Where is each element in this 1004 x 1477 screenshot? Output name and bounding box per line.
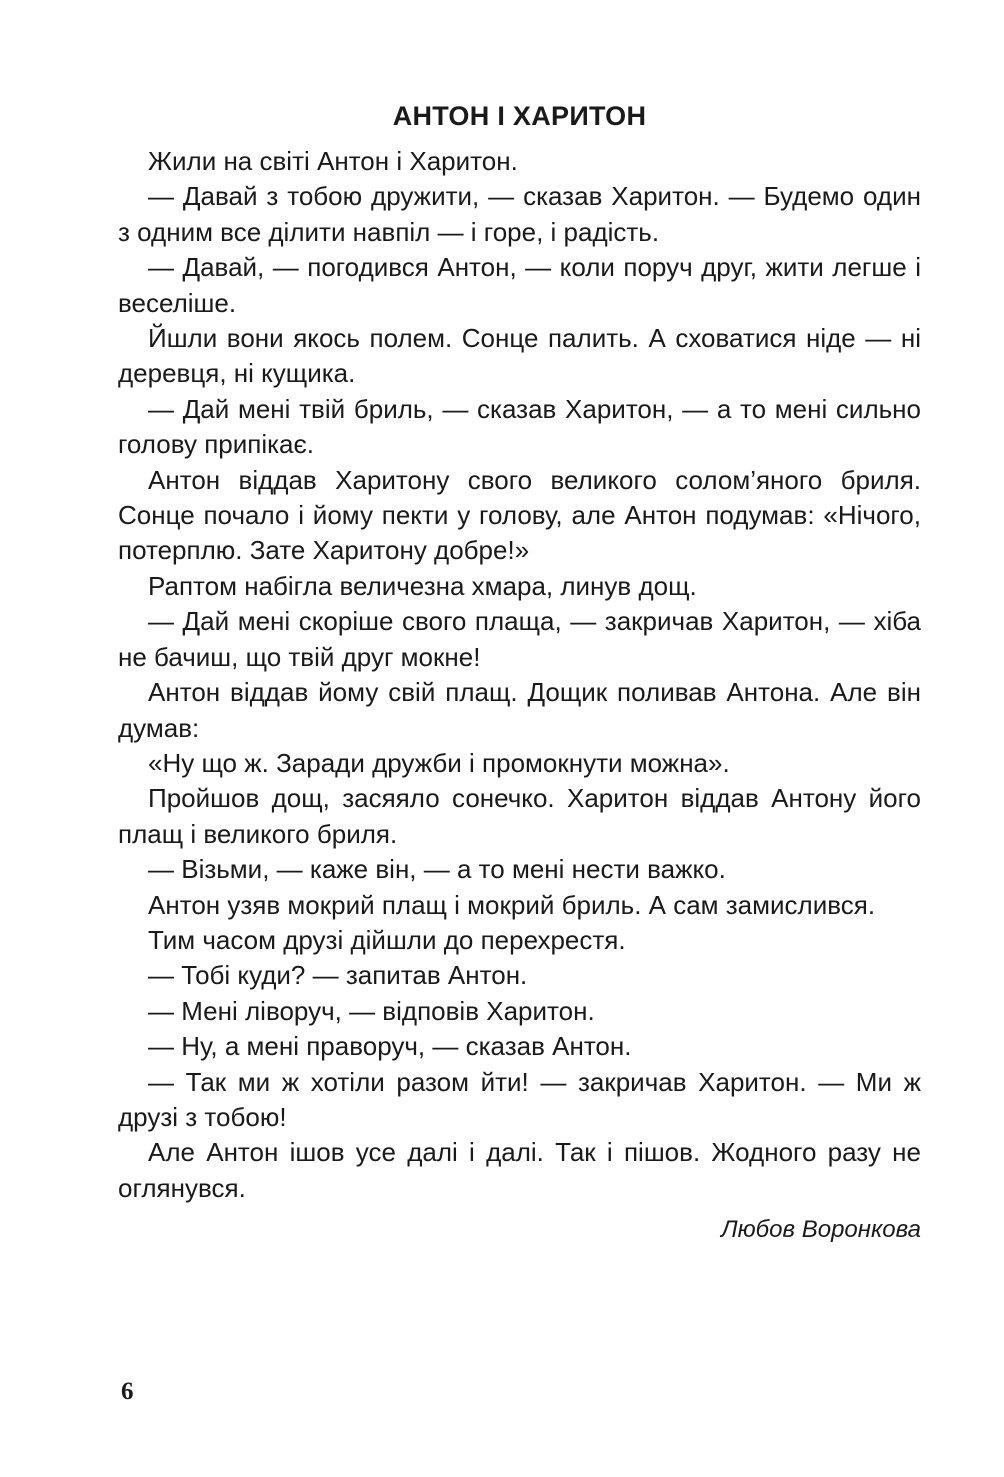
paragraph: — Візьми, — каже він, — а то мені нести важко. (148, 854, 726, 885)
paragraph: — Ну, а мені праворуч, — сказав Антон. (148, 1031, 632, 1062)
paragraph: Пройшов дощ, засяяло сонечко. Харитон віддав Антону його плащ і великого бриля. (118, 783, 921, 849)
author-signature: Любов Воронкова (721, 1216, 921, 1244)
paragraph: Раптом набігла величезна хмара, линув дощ. (148, 570, 697, 601)
paragraph: Жили на світі Антон і Харитон. (148, 146, 518, 176)
paragraph: — Мені ліворуч, — відповів Харитон. (148, 995, 595, 1026)
paragraph: — Тобі куди? — запитав Антон. (148, 960, 528, 991)
paragraph: Тим часом друзі дійшли до перехрестя. (148, 924, 626, 955)
paragraph: — Давай, — погодився Антон, — коли поруч друг, жити легше і веселіше. (118, 252, 921, 318)
paragraph: — Дай мені скоріше свого плаща, — закричав Харитон, — хіба не бачиш, що твій друг мокне! (118, 606, 921, 672)
paragraph: Антон віддав йому свій плащ. Дощик поливав Антона. Але він думав: (118, 677, 921, 743)
page-content (118, 98, 921, 1246)
story-title: АНТОН І ХАРИТОН (392, 101, 647, 131)
paragraph: — Так ми ж хотіли разом йти! — закричав Харитон. — Ми ж друзі з тобою! (118, 1066, 921, 1132)
story-text (118, 144, 921, 1206)
paragraph: Антон узяв мокрий плащ і мокрий бриль. А сам замислився. (148, 889, 876, 920)
paragraph: Антон віддав Харитону свого великого солом’яного бриля. Сонце почало і йому пекти у голову, але Антон подумав: «Нічого, потерплю. Зате Харитону добре!» (118, 464, 921, 566)
paragraph: Але Антон ішов усе далі і далі. Так і пішов. Жодного разу не оглянувся. (118, 1137, 921, 1203)
paragraph: — Давай з тобою дружити, — сказав Харитон. — Будемо один з одним все ділити навпіл — і горе, і радість. (118, 181, 921, 247)
paragraph: — Дай мені твій бриль, — сказав Харитон, — а то мені сильно голову припікає. (118, 393, 921, 460)
paragraph: «Ну що ж. Заради дружби і промокнути можна». (148, 747, 730, 778)
page-number: 6 (121, 1378, 134, 1405)
paragraph: Йшли вони якось полем. Сонце палить. А сховатися ніде — ні деревця, ні кущика. (118, 323, 921, 389)
